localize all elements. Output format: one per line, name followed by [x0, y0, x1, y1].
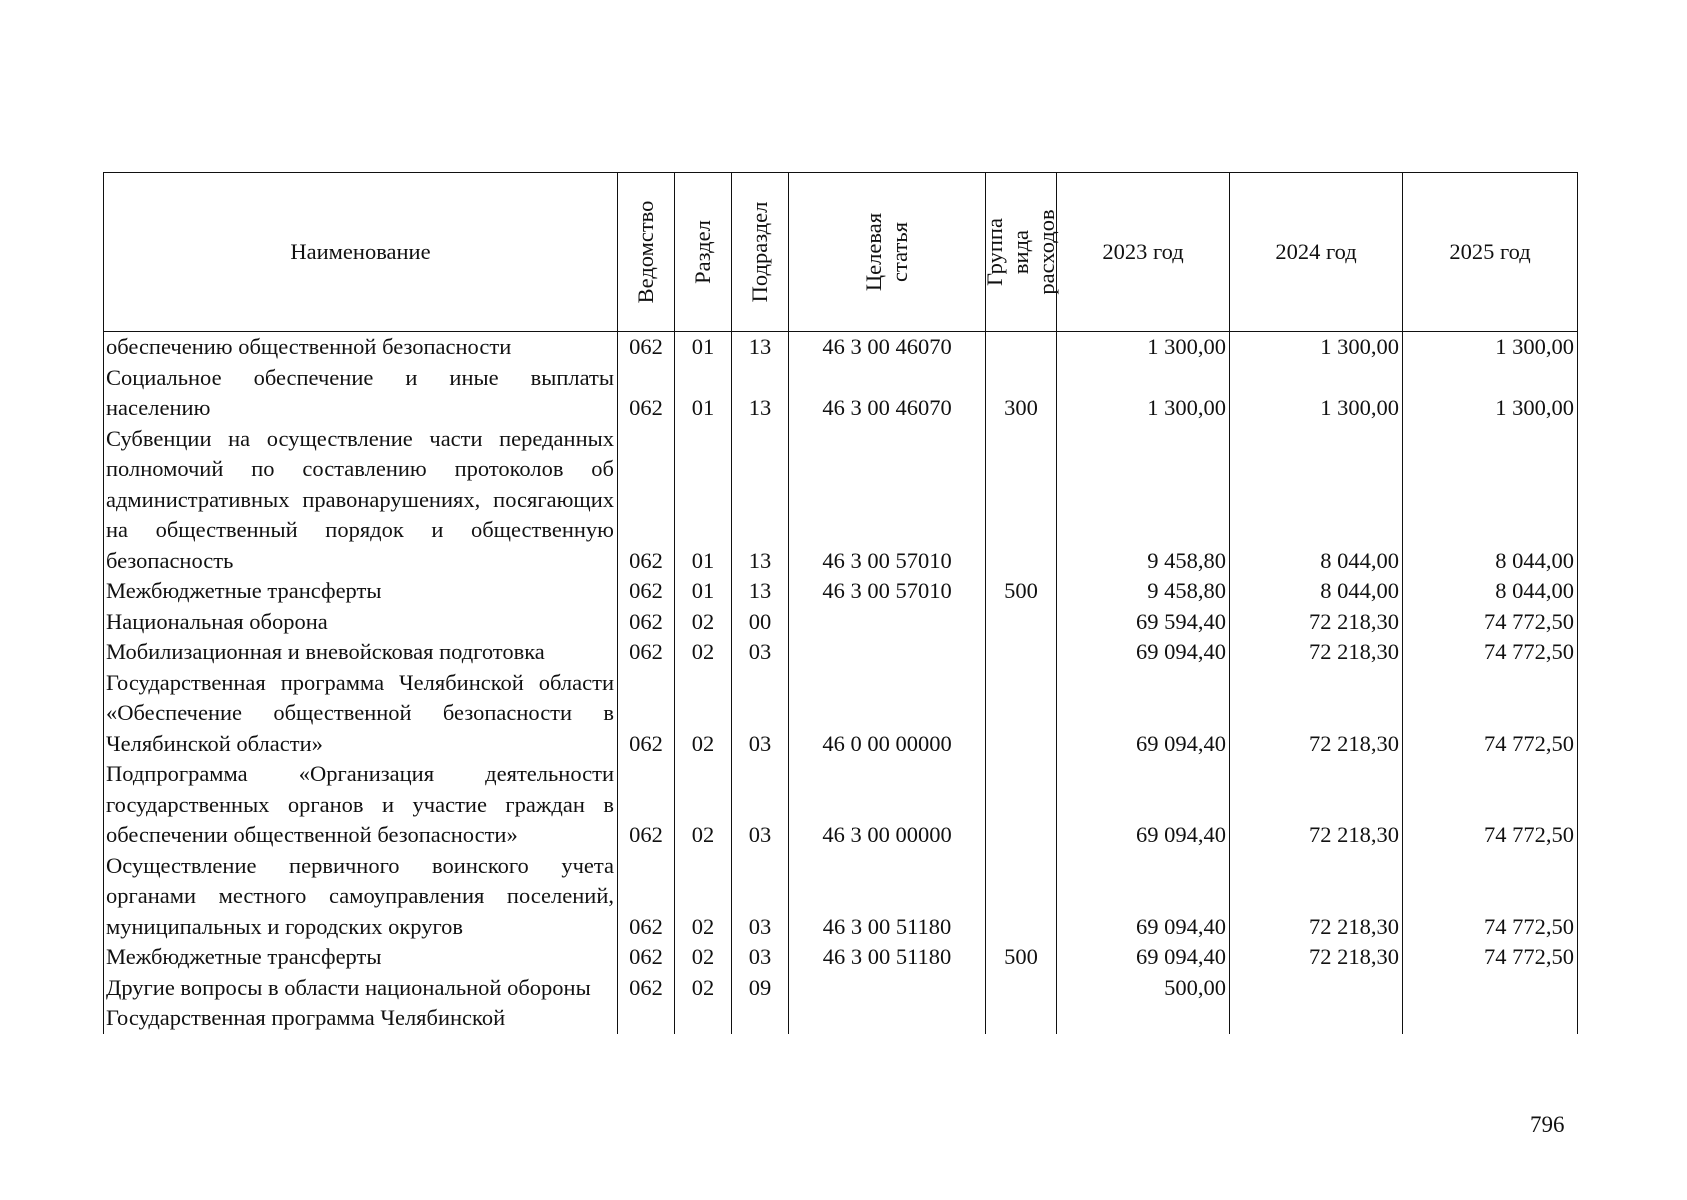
cell-gruppa: 500	[986, 576, 1057, 607]
table-row	[104, 576, 1578, 607]
cell-2025: 74 772,50	[1403, 942, 1578, 973]
cell-vedomstvo: 062	[618, 637, 675, 668]
cell-2024: 72 218,30	[1230, 942, 1403, 973]
cell-2023: 1 300,00	[1057, 363, 1230, 424]
cell-2025: 74 772,50	[1403, 851, 1578, 943]
cell-tselevaya	[789, 973, 986, 1004]
cell-podrazdel: 03	[732, 942, 789, 973]
header-2025	[1403, 173, 1578, 332]
cell-vedomstvo: 062	[618, 332, 675, 363]
cell-name: Государственная программа Челябинской	[104, 1003, 618, 1034]
cell-2024: 72 218,30	[1230, 607, 1403, 638]
cell-tselevaya: 46 3 00 51180	[789, 942, 986, 973]
header-2024	[1230, 173, 1403, 332]
cell-vedomstvo: 062	[618, 759, 675, 851]
cell-tselevaya: 46 3 00 57010	[789, 576, 986, 607]
cell-vedomstvo: 062	[618, 668, 675, 760]
cell-razdel: 02	[675, 607, 732, 638]
cell-razdel: 02	[675, 973, 732, 1004]
cell-vedomstvo: 062	[618, 576, 675, 607]
cell-podrazdel: 13	[732, 332, 789, 363]
table-row	[104, 759, 1578, 851]
table-row	[104, 363, 1578, 424]
table-row	[104, 851, 1578, 943]
cell-2023: 69 094,40	[1057, 942, 1230, 973]
header-podrazdel-label: Подраздел	[747, 201, 772, 303]
cell-podrazdel: 03	[732, 851, 789, 943]
cell-gruppa	[986, 759, 1057, 851]
cell-gruppa	[986, 851, 1057, 943]
table-row	[104, 973, 1578, 1004]
cell-name: Социальное обеспечение и иные выплаты населению	[104, 363, 618, 424]
cell-name: Мобилизационная и вневойсковая подготовка	[104, 637, 618, 668]
cell-2023: 69 094,40	[1057, 668, 1230, 760]
table-row	[104, 424, 1578, 577]
cell-2025: 1 300,00	[1403, 363, 1578, 424]
cell-2025	[1403, 1003, 1578, 1034]
header-name-label: Наименование	[290, 238, 431, 264]
table-row	[104, 1003, 1578, 1034]
cell-2024: 72 218,30	[1230, 668, 1403, 760]
cell-gruppa	[986, 607, 1057, 638]
cell-2025: 74 772,50	[1403, 759, 1578, 851]
cell-gruppa: 500	[986, 942, 1057, 973]
cell-name: Подпрограмма «Организация деятельности государственных органов и участие граждан в обеспечении общественной безопасности»	[104, 759, 618, 851]
cell-tselevaya	[789, 1003, 986, 1034]
header-razdel	[675, 173, 732, 332]
cell-2025: 8 044,00	[1403, 576, 1578, 607]
cell-2023: 500,00	[1057, 973, 1230, 1004]
cell-vedomstvo: 062	[618, 851, 675, 943]
cell-vedomstvo	[618, 1003, 675, 1034]
cell-gruppa	[986, 668, 1057, 760]
cell-vedomstvo: 062	[618, 942, 675, 973]
cell-2024	[1230, 1003, 1403, 1034]
cell-tselevaya	[789, 637, 986, 668]
cell-2024: 72 218,30	[1230, 637, 1403, 668]
cell-2024: 8 044,00	[1230, 576, 1403, 607]
cell-tselevaya: 46 3 00 46070	[789, 332, 986, 363]
cell-gruppa	[986, 637, 1057, 668]
cell-podrazdel: 13	[732, 576, 789, 607]
cell-2023: 1 300,00	[1057, 332, 1230, 363]
cell-podrazdel: 09	[732, 973, 789, 1004]
header-gruppa-label: Группа вида расходов	[982, 209, 1059, 295]
cell-2025	[1403, 973, 1578, 1004]
budget-table	[103, 172, 1578, 1034]
cell-tselevaya: 46 0 00 00000	[789, 668, 986, 760]
cell-razdel: 01	[675, 424, 732, 577]
cell-podrazdel: 03	[732, 668, 789, 760]
table-row	[104, 668, 1578, 760]
table-row	[104, 332, 1578, 363]
cell-razdel: 02	[675, 668, 732, 760]
cell-name: Межбюджетные трансферты	[104, 942, 618, 973]
header-tselevaya	[789, 173, 986, 332]
table-row	[104, 607, 1578, 638]
cell-name: Государственная программа Челябинской области «Обеспечение общественной безопасности в Челябинской области»	[104, 668, 618, 760]
header-2025-label: 2025 год	[1449, 238, 1531, 264]
header-podrazdel	[732, 173, 789, 332]
cell-2023	[1057, 1003, 1230, 1034]
cell-gruppa	[986, 424, 1057, 577]
cell-name: Национальная оборона	[104, 607, 618, 638]
cell-razdel: 02	[675, 637, 732, 668]
header-row	[104, 173, 1578, 332]
cell-2023: 69 594,40	[1057, 607, 1230, 638]
cell-vedomstvo: 062	[618, 973, 675, 1004]
cell-2024: 72 218,30	[1230, 759, 1403, 851]
cell-2024	[1230, 973, 1403, 1004]
table-row	[104, 942, 1578, 973]
budget-table-container	[103, 172, 1578, 1034]
header-tselevaya-label: Целевая статья	[861, 212, 912, 292]
cell-tselevaya: 46 3 00 51180	[789, 851, 986, 943]
cell-2024: 1 300,00	[1230, 363, 1403, 424]
cell-razdel: 02	[675, 942, 732, 973]
cell-name: Межбюджетные трансферты	[104, 576, 618, 607]
cell-name: Осуществление первичного воинского учета органами местного самоуправления поселений, муниципальных и городских округов	[104, 851, 618, 943]
cell-tselevaya: 46 3 00 57010	[789, 424, 986, 577]
cell-2025: 8 044,00	[1403, 424, 1578, 577]
cell-razdel: 01	[675, 576, 732, 607]
page-number: 796	[1530, 1112, 1565, 1137]
header-2024-label: 2024 год	[1275, 238, 1357, 264]
cell-name: обеспечению общественной безопасности	[104, 332, 618, 363]
cell-2025: 74 772,50	[1403, 668, 1578, 760]
header-vedomstvo-label: Ведомство	[633, 200, 658, 304]
cell-2025: 74 772,50	[1403, 637, 1578, 668]
header-name	[104, 173, 618, 332]
cell-razdel	[675, 1003, 732, 1034]
cell-gruppa	[986, 973, 1057, 1004]
cell-2023: 69 094,40	[1057, 851, 1230, 943]
cell-2024: 1 300,00	[1230, 332, 1403, 363]
cell-2023: 9 458,80	[1057, 576, 1230, 607]
table-row	[104, 637, 1578, 668]
cell-2025: 1 300,00	[1403, 332, 1578, 363]
header-gruppa	[982, 173, 1059, 332]
cell-vedomstvo: 062	[618, 607, 675, 638]
cell-razdel: 02	[675, 759, 732, 851]
cell-2024: 8 044,00	[1230, 424, 1403, 577]
cell-podrazdel: 03	[732, 637, 789, 668]
cell-name: Субвенции на осуществление части переданных полномочий по составлению протоколов об административных правонарушениях, посягающих на общественный порядок и общественную безопасность	[104, 424, 618, 577]
cell-podrazdel: 13	[732, 363, 789, 424]
cell-vedomstvo: 062	[618, 363, 675, 424]
cell-2023: 9 458,80	[1057, 424, 1230, 577]
cell-vedomstvo: 062	[618, 424, 675, 577]
cell-gruppa: 300	[986, 363, 1057, 424]
cell-razdel: 01	[675, 363, 732, 424]
cell-podrazdel	[732, 1003, 789, 1034]
cell-tselevaya	[789, 607, 986, 638]
cell-tselevaya: 46 3 00 00000	[789, 759, 986, 851]
cell-tselevaya: 46 3 00 46070	[789, 363, 986, 424]
cell-gruppa	[986, 332, 1057, 363]
cell-2023: 69 094,40	[1057, 637, 1230, 668]
cell-podrazdel: 13	[732, 424, 789, 577]
cell-gruppa	[986, 1003, 1057, 1034]
cell-2023: 69 094,40	[1057, 759, 1230, 851]
header-2023-label: 2023 год	[1102, 238, 1184, 264]
header-razdel-label: Раздел	[690, 220, 715, 284]
header-vedomstvo	[618, 173, 675, 332]
cell-2024: 72 218,30	[1230, 851, 1403, 943]
header-2023	[1057, 173, 1230, 332]
cell-2025: 74 772,50	[1403, 607, 1578, 638]
cell-podrazdel: 00	[732, 607, 789, 638]
cell-name: Другие вопросы в области национальной обороны	[104, 973, 618, 1004]
cell-razdel: 02	[675, 851, 732, 943]
cell-razdel: 01	[675, 332, 732, 363]
cell-podrazdel: 03	[732, 759, 789, 851]
